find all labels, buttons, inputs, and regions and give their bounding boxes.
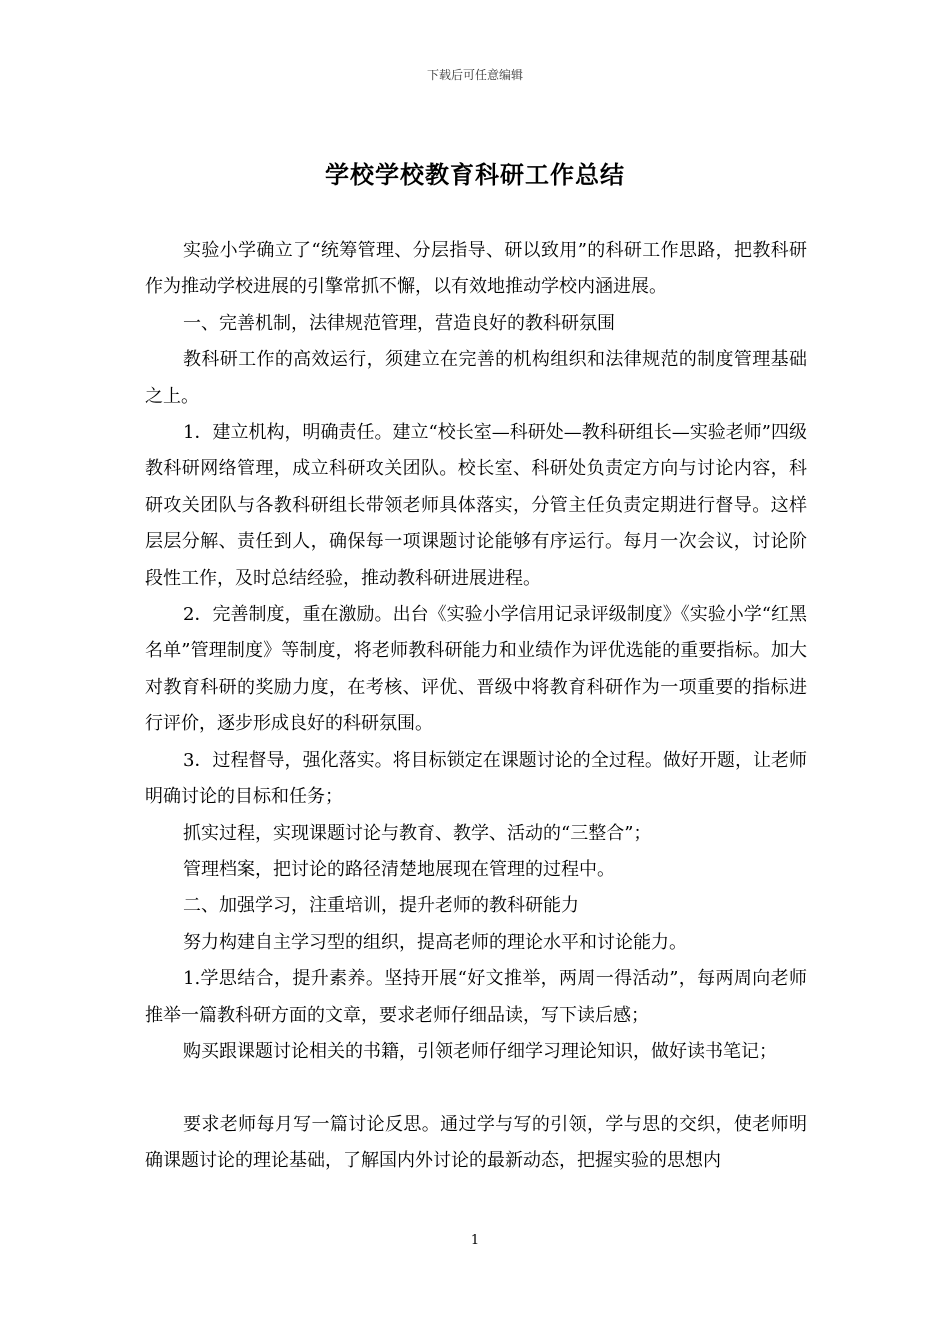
paragraph: 实验小学确立了“统筹管理、分层指导、研以致用”的科研工作思路，把教科研作为推动学校进展的引擎常抓不懈，以有效地推动学校内涵进展。 bbox=[145, 240, 807, 298]
page-number: 1 bbox=[470, 1233, 480, 1248]
paragraph: 努力构建自主学习型的组织，提高老师的理论水平和讨论能力。 bbox=[183, 931, 687, 953]
paragraph: 教科研工作的高效运行，须建立在完善的机构组织和法律规范的制度管理基础之上。 bbox=[145, 349, 807, 407]
paragraph: 要求老师每月写一篇讨论反思。通过学与写的引领，学与思的交织，使老师明确课题讨论的理论基础，了解国内外讨论的最新动态，把握实验的思想内 bbox=[145, 1113, 807, 1172]
paragraph: 抓实过程，实现课题讨论与教育、教学、活动的“三整合”； bbox=[183, 822, 652, 844]
paragraph: 管理档案，把讨论的路径清楚地展现在管理的过程中。 bbox=[183, 858, 615, 880]
paragraph: 购买跟课题讨论相关的书籍，引领老师仔细学习理论知识，做好读书笔记； bbox=[183, 1040, 777, 1062]
document-title: 学校学校教育科研工作总结 bbox=[325, 160, 625, 189]
paragraph: 3．过程督导，强化落实。将目标锁定在课题讨论的全过程。做好开题，让老师明确讨论的目标和任务； bbox=[145, 749, 807, 808]
section-heading: 二、加强学习，注重培训，提升老师的教科研能力 bbox=[183, 895, 579, 917]
paragraph: 1．建立机构，明确责任。建立“校长室—科研处—教科研组长—实验老师”四级教科研网络管理，成立科研攻关团队。校长室、科研处负责定方向与讨论内容，科研攻关团队与各教科研组长带领老师具体落实，分管主任负责定期进行督导。这样层层分解、责任到人，确保每一项课题讨论能够有序运行。每月一次会议，讨论阶段性工作，及时总结经验，推动教科研进展进程。 bbox=[145, 422, 807, 589]
paragraph: 1.学思结合，提升素养。坚持开展“好文推举，两周一得活动”，每两周向老师推举一篇教科研方面的文章，要求老师仔细品读，写下读后感； bbox=[145, 968, 807, 1026]
header-note: 下载后可任意编辑 bbox=[426, 68, 523, 82]
paragraph: 2．完善制度，重在激励。出台《实验小学信用记录评级制度》《实验小学“红黑名单”管理制度》等制度，将老师教科研能力和业绩作为评优选能的重要指标。加大对教育科研的奖励力度，在考核、评优、晋级中将教育科研作为一项重要的指标进行评价，逐步形成良好的科研氛围。 bbox=[145, 604, 807, 735]
blank-line bbox=[145, 1070, 807, 1106]
document-body bbox=[145, 233, 807, 1180]
section-heading: 一、完善机制，法律规范管理，营造良好的教科研氛围 bbox=[183, 312, 615, 334]
